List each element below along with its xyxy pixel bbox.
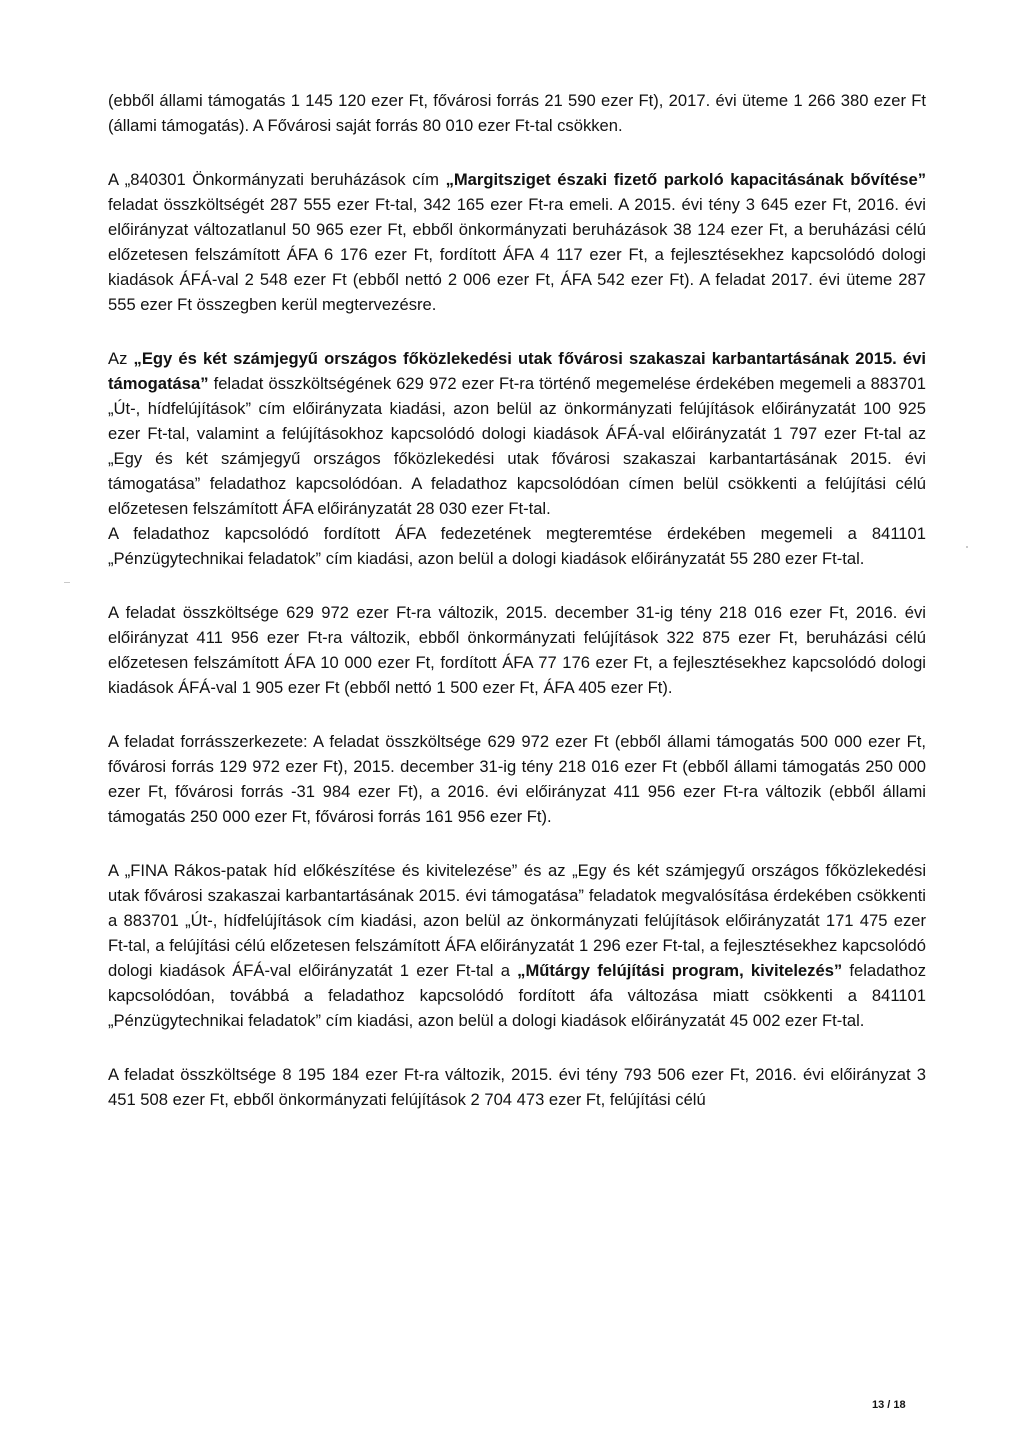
paragraph-1-text: (ebből állami támogatás 1 145 120 ezer Ft, fővárosi forrás 21 590 ezer Ft), 2017. évi üteme 1 266 380 ezer Ft (állami támogatás). A Fővárosi saját forrás 80 010 ezer Ft-tal csökken. [108, 91, 926, 135]
paragraph-6-text: A feladat forrásszerkezete: A feladat összköltsége 629 972 ezer Ft (ebből állami támogatás 500 000 ezer Ft, fővárosi forrás 129 972 ezer Ft), 2015. december 31-ig tény 218 016 ezer Ft (ebből állami támogatás 250 000 ezer Ft, fővárosi forrás -31 984 ezer Ft), a 2016. évi előirányzat 411 956 ezer Ft-ra változik (ebből állami támogatás 250 000 ezer Ft, fővárosi forrás 161 956 ezer Ft). [108, 732, 926, 826]
paragraph-8-osszkoltseg [108, 1062, 926, 1112]
paragraph-4-text: A feladathoz kapcsolódó fordított ÁFA fedezetének megteremtése érdekében megemeli a 841101 „Pénzügytechnikai feladatok” cím kiadási, azon belül a dologi kiadások előirányzatát 55 280 ezer Ft-tal. [108, 524, 926, 568]
scan-speck [966, 546, 968, 548]
paragraph-2-body: feladat összköltségét 287 555 ezer Ft-tal, 342 165 ezer Ft-ra emeli. A 2015. évi tény 3 645 ezer Ft, 2016. évi előirányzat változatlanul 50 965 ezer Ft, ebből önkormányzati beruházások 38 124 ezer Ft, a beruházási célú előzetesen felszámított ÁFA 6 176 ezer Ft, fordított ÁFA 4 117 ezer Ft, a fejlesztésekhez kapcsolódó dologi kiadások ÁFÁ-val 2 548 ezer Ft (ebből nettó 2 006 ezer Ft, ÁFA 542 ezer Ft). A feladat 2017. évi üteme 287 555 ezer Ft összegben kerül megtervezésre. [108, 195, 926, 314]
paragraph-6-forrasszerkezet [108, 729, 926, 829]
paragraph-3-egy-es-ket-szamjegyu [108, 346, 926, 521]
paragraph-8-text: A feladat összköltsége 8 195 184 ezer Ft-ra változik, 2015. évi tény 793 506 ezer Ft, 2016. évi előirányzat 3 451 508 ezer Ft, ebből önkormányzati felújítások 2 704 473 ezer Ft, felújítási célú [108, 1065, 926, 1109]
scan-dash-mark [64, 582, 70, 583]
paragraph-2-task-title: „Margitsziget északi fizető parkoló kapacitásának bővítése” [445, 170, 927, 189]
paragraph-2-intro: A „840301 Önkormányzati beruházások cím [108, 170, 446, 189]
paragraph-5-text: A feladat összköltsége 629 972 ezer Ft-ra változik, 2015. december 31-ig tény 218 016 ezer Ft, 2016. évi előirányzat 411 956 ezer Ft-ra változik, ebből önkormányzati felújítások 322 875 ezer Ft, beruházási célú előzetesen felszámított ÁFA 10 000 ezer Ft, fordított ÁFA 77 176 ezer Ft, a fejlesztésekhez kapcsolódó dologi kiadások ÁFÁ-val 1 905 ezer Ft (ebből nettó 1 500 ezer Ft, ÁFA 405 ezer Ft). [108, 603, 926, 697]
paragraph-3-intro: Az [108, 349, 134, 368]
paragraph-3-body: feladat összköltségének 629 972 ezer Ft-ra történő megemelése érdekében megemeli a 883701 „Út-, hídfelújítások” cím előirányzata kiadási, azon belül az önkormányzati felújítások előirányzatát 100 925 ezer Ft-tal, valamint a felújításokhoz kapcsolódó dologi kiadások ÁFÁ-val előirányzatát 1 797 ezer Ft-tal az „Egy és két számjegyű országos főközlekedési utak fővárosi szakaszai karbantartásának 2015. évi támogatása” feladathoz kapcsolódóan. A feladathoz kapcsolódóan címen belül csökkenti a felújítási célú előzetesen felszámított ÁFA előirányzatát 28 030 ezer Ft-tal. [108, 374, 926, 518]
page-number: 13 / 18 [872, 1399, 906, 1411]
paragraph-7-body: feladathoz kapcsolódóan, továbbá a feladathoz kapcsolódó fordított áfa változása miatt csökkenti a 841101 „Pénzügytechnikai feladatok” cím kiadási, azon belül a dologi kiadások előirányzatát 45 002 ezer Ft-tal. [108, 961, 927, 1030]
paragraph-1 [108, 88, 926, 138]
paragraph-3-task-title: „Egy és két számjegyű országos főközlekedési utak fővárosi szakaszai karbantartásának 2015. évi támogatása” [108, 349, 926, 393]
paragraph-4-forditott-afa [108, 521, 926, 571]
paragraph-2-margitsziget [108, 167, 926, 317]
paragraph-7-fina-rakos-patak [108, 858, 926, 1033]
paragraph-7-intro: A „FINA Rákos-patak híd előkészítése és kivitelezése” és az „Egy és két számjegyű országos főközlekedési utak fővárosi szakaszai karbantartásának 2015. évi támogatása” feladatok megvalósítása érdekében csökkenti a 883701 „Út-, hídfelújítások cím kiadási, azon belül az önkormányzati felújítások előirányzatát 171 475 ezer Ft-tal, a felújítási célú előzetesen felszámított ÁFA előirányzatát 1 296 ezer Ft-tal, a fejlesztésekhez kapcsolódó dologi kiadások ÁFÁ-val előirányzatát 1 ezer Ft-tal a [108, 861, 926, 980]
document-body [108, 88, 926, 1141]
paragraph-7-task-title: „Műtárgy felújítási program, kivitelezés” [517, 961, 843, 980]
paragraph-5-osszkoltseg [108, 600, 926, 700]
